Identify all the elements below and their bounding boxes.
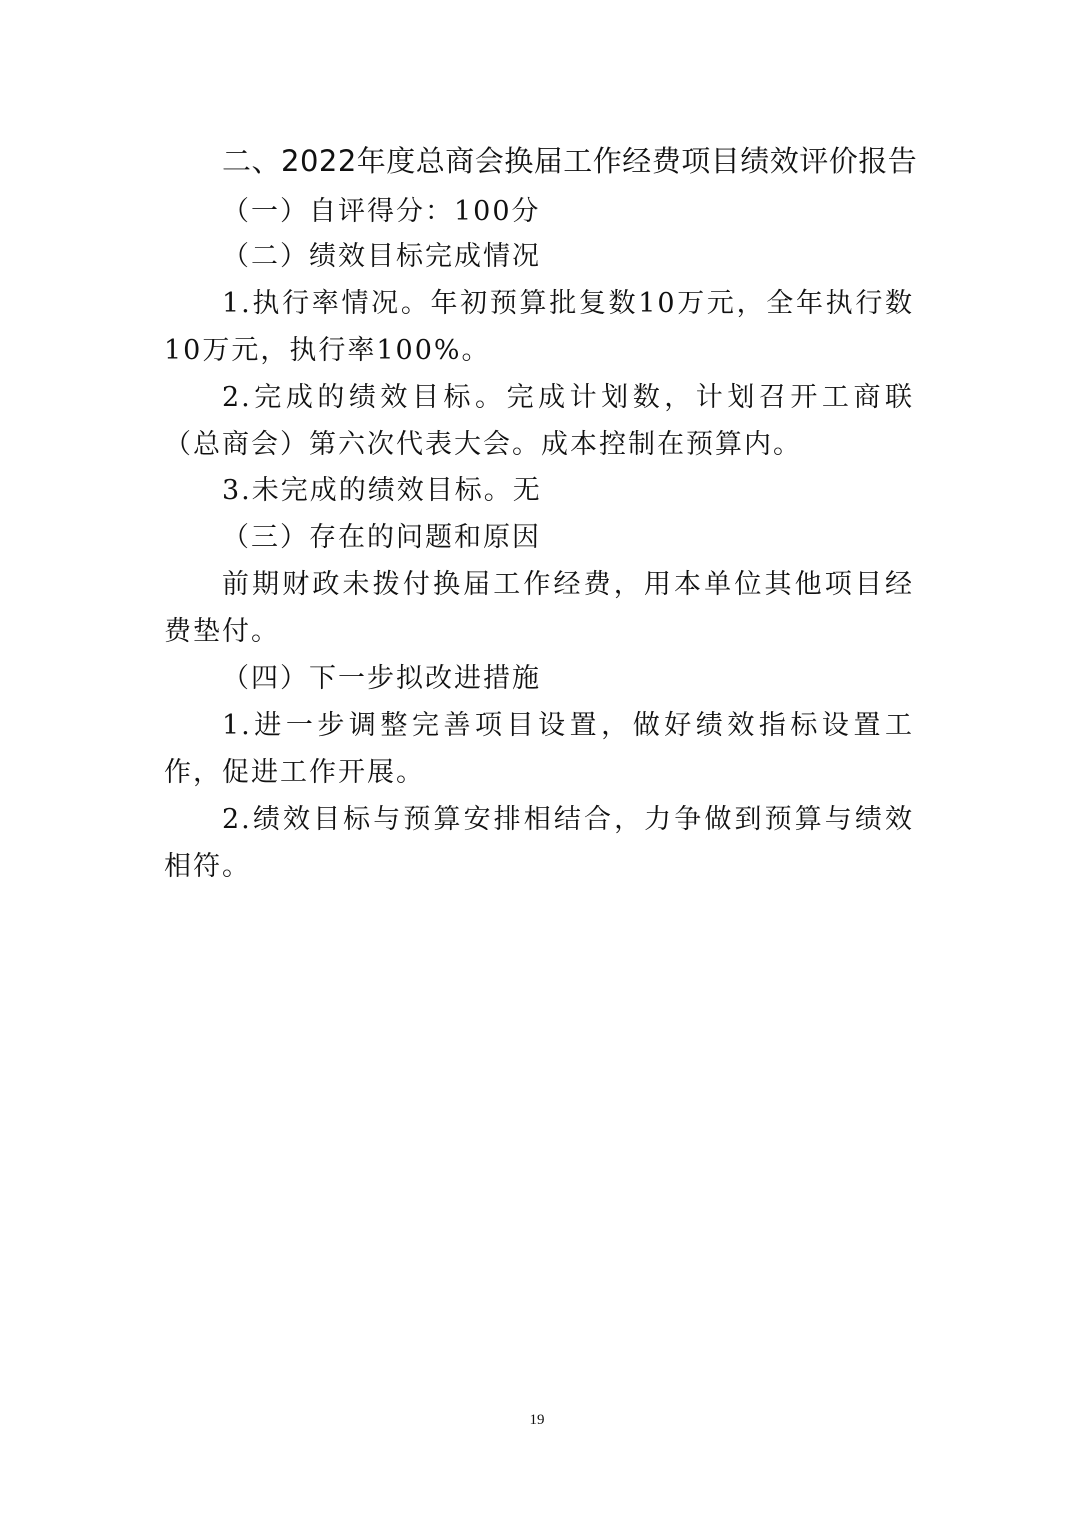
report-title: 二、2022年度总商会换届工作经费项目绩效评价报告	[222, 144, 918, 178]
improvement-item-1: 1.进一步调整完善项目设置，做好绩效指标设置工作，促进工作开展。	[164, 710, 914, 788]
goal-completion-heading: （二）绩效目标完成情况	[222, 241, 541, 272]
uncompleted-goals-paragraph: 3.未完成的绩效目标。无	[222, 475, 542, 506]
problems-heading: （三）存在的问题和原因	[222, 522, 541, 553]
improvement-item-2: 2.绩效目标与预算安排相结合，力争做到预算与绩效相符。	[164, 804, 914, 882]
problems-paragraph: 前期财政未拨付换届工作经费，用本单位其他项目经费垫付。	[164, 569, 914, 647]
self-score-heading: （一）自评得分：100分	[222, 196, 541, 227]
page-number: 19	[529, 1412, 545, 1428]
improvement-heading: （四）下一步拟改进措施	[222, 663, 541, 694]
execution-rate-paragraph: 1.执行率情况。年初预算批复数10万元，全年执行数10万元，执行率100%。	[164, 288, 914, 366]
completed-goals-paragraph: 2.完成的绩效目标。完成计划数，计划召开工商联（总商会）第六次代表大会。成本控制在预算内。	[164, 382, 914, 460]
